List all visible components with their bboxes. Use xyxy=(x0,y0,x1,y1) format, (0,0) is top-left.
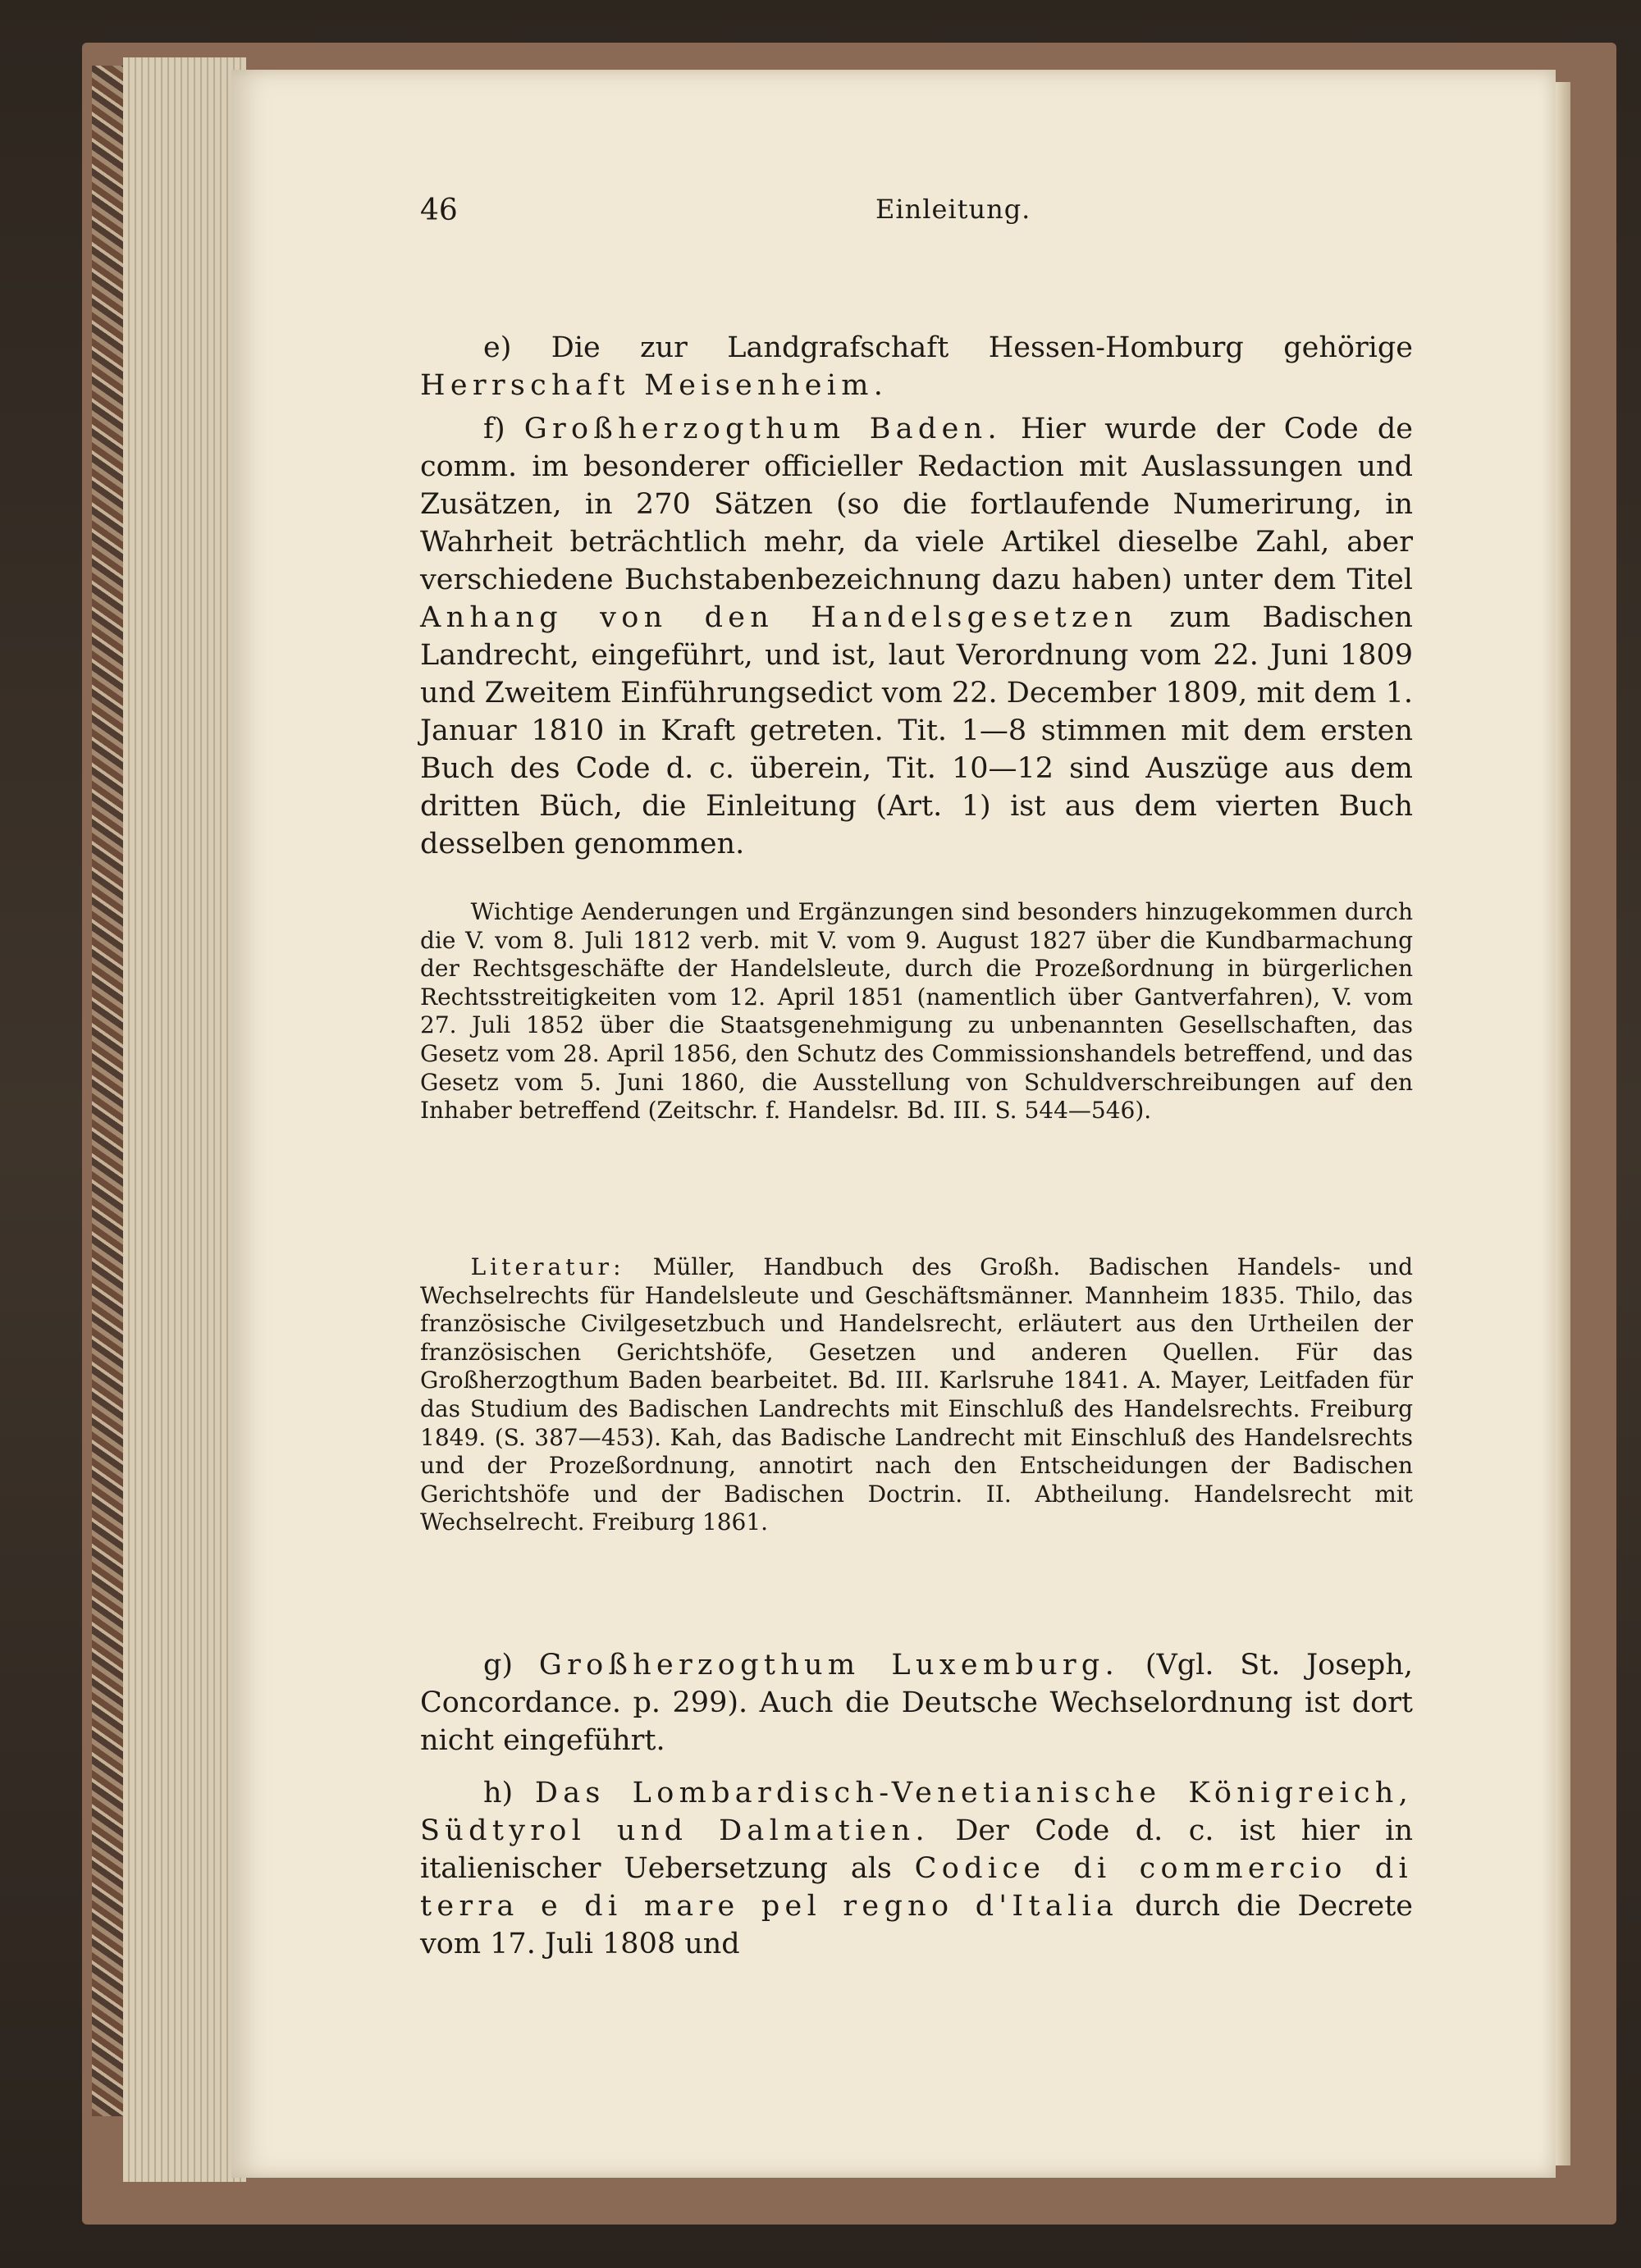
page-number: 46 xyxy=(420,194,458,227)
section-f-text-end: zum Badischen Landrecht, eingeführt, und ist, laut Verordnung vom 22. Juni 1809 und Zweitem Einführungsedict vom 22. December 1809, mit dem 1. Januar 1810 in Kraft getreten. Tit. 1—8 stimmen mit dem ersten Buch des Code d. c. überein, Tit. 10—12 sind Auszüge aus dem dritten Büch, die Einleitung (Art. 1) ist aus dem vierten Buch desselben genommen. xyxy=(420,601,1413,860)
literature-label: Literatur: xyxy=(470,1253,625,1280)
section-e-text: Die zur Landgrafschaft Hessen-Homburg gehörige xyxy=(551,331,1413,364)
section-h-text: Der Code d. c. ist hier in italienischer Uebersetzung als xyxy=(420,1814,1413,1885)
section-h-title: Das Lombardisch-Venetianische Königreich, Südtyrol und Dalmatien. xyxy=(420,1777,1413,1847)
section-e-spaced: Herrschaft Meisenheim. xyxy=(420,369,889,402)
literature-text: Müller, Handbuch des Großh. Badischen Handels- und Wechselrechts für Handelsleute und Geschäftsmänner. Mannheim 1835. Thilo, das französische Civilgesetzbuch und Handelsrecht, erläutert aus den Urtheilen der französischen Gerichtshöfe, Gesetzen und anderen Quellen. Für das Großherzogthum Baden bearbeitet. Bd. III. Karlsruhe 1841. A. Mayer, Leitfaden für das Studium des Badischen Landrechts mit Einschluß des Handelsrechts. Freiburg 1849. (S. 387—453). Kah, das Badische Landrecht mit Einschluß des Handelsrechts und der Prozeßordnung, annotirt nach den Entscheidungen der Badischen Gerichtshöfe und der Badischen Doctrin. II. Abtheilung. Handelsrecht mit Wechselrecht. Freiburg 1861. xyxy=(420,1253,1413,1536)
section-f xyxy=(420,410,1413,863)
section-f-text: Hier wurde der Code de comm. im besonderer officieller Redaction mit Auslassungen und Zusätzen, in 270 Sätzen (so die fortlaufende Numerirung, in Wahrheit beträchtlich mehr, da viele Artikel dieselbe Zahl, aber verschiedene Buchstabenbezeichnung dazu haben) unter dem Titel xyxy=(420,413,1413,596)
page-header xyxy=(420,194,1634,235)
section-e-label: e) xyxy=(483,331,512,364)
section-g-label: g) xyxy=(483,1649,514,1682)
section-f-title: Großherzogthum Baden. xyxy=(523,413,1002,445)
note-text: Wichtige Aenderungen und Ergänzungen sind besonders hinzugekommen durch die V. vom 8. Juli 1812 verb. mit V. vom 9. August 1827 über die Kundbarmachung der Rechtsgeschäfte der Handelsleute, durch die Prozeßordnung in bürgerlichen Rechtsstreitigkeiten vom 12. April 1851 (namentlich über Gantverfahren), V. vom 27. Juli 1852 über die Staatsgenehmigung zu unbenannten Gesellschaften, das Gesetz vom 28. April 1856, den Schutz des Commissionshandels betreffend, und das Gesetz vom 5. Juni 1860, die Ausstellung von Schuldverschreibungen auf den Inhaber betreffend (Zeitschr. f. Handelsr. Bd. III. S. 544—546). xyxy=(420,898,1413,1125)
section-h-italian: Codice di commercio di terra e di mare pel regno d'Italia xyxy=(420,1852,1413,1923)
page-edges xyxy=(123,57,246,2182)
section-h-label: h) xyxy=(483,1777,514,1809)
section-g-text: (Vgl. St. Joseph, Concordance. p. 299). Auch die Deutsche Wechselordnung ist dort nicht eingeführt. xyxy=(420,1649,1413,1757)
section-e xyxy=(420,329,1413,404)
note-paragraph xyxy=(420,898,1413,1125)
section-g-title: Großherzogthum Luxemburg. xyxy=(538,1649,1120,1682)
literature-paragraph xyxy=(420,1253,1413,1537)
section-f-annex: Anhang von den Handelsgesetzen xyxy=(420,601,1138,634)
section-f-label: f) xyxy=(483,413,505,445)
section-h-text-end: durch die Decrete vom 17. Juli 1808 und xyxy=(420,1890,1413,1960)
section-h xyxy=(420,1774,1413,1963)
section-g xyxy=(420,1646,1413,1759)
page-right-edge xyxy=(1556,82,1570,2165)
running-title: Einleitung. xyxy=(875,194,1031,225)
